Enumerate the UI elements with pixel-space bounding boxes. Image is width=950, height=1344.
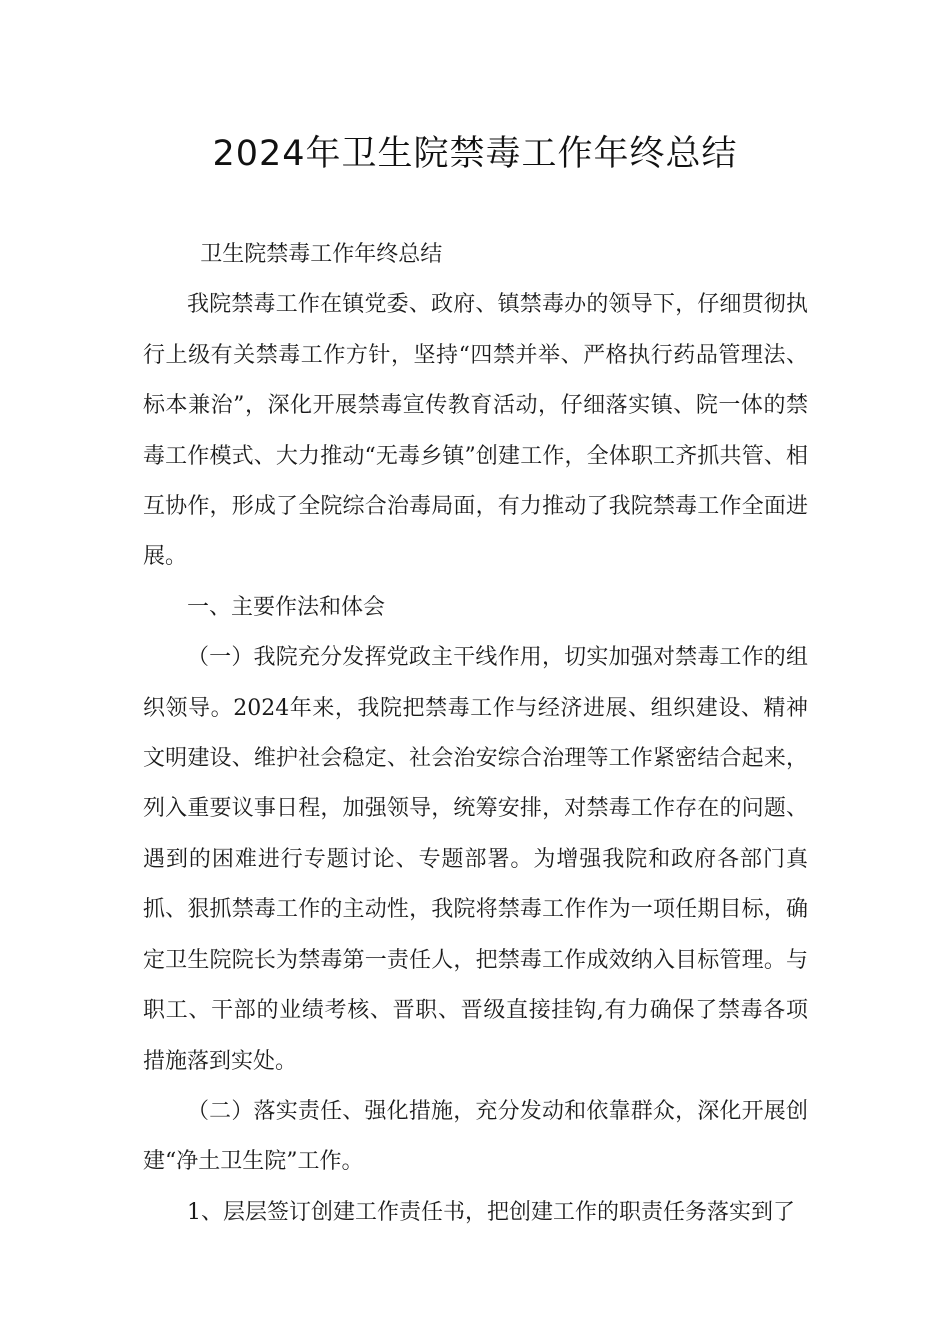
body-paragraph: （一）我院充分发挥党政主干线作用，切实加强对禁毒工作的组织领导。2024年来，我院把禁毒工作与经济进展、组织建设、精神文明建设、维护社会稳定、社会治安综合治理等工作紧密结合起来，列入重要议事日程，加强领导，统筹安排，对禁毒工作存在的问题、遇到的困难进行专题讨论、专题部署。为增强我院和政府各部门真抓、狠抓禁毒工作的主动性，我院将禁毒工作作为一项任期目标，确定卫生院院长为禁毒第一责任人，把禁毒工作成效纳入目标管理。与职工、干部的业绩考核、晋职、晋级直接挂钩,有力确保了禁毒各项措施落到实处。 xyxy=(143,645,808,1074)
intro-paragraph: 我院禁毒工作在镇党委、政府、镇禁毒办的领导下，仔细贯彻执行上级有关禁毒工作方针，坚持“四禁并举、严格执行药品管理法、标本兼治”，深化开展禁毒宣传教育活动，仔细落实镇、院一体的禁毒工作模式、大力推动“无毒乡镇”创建工作，全体职工齐抓共管、相互协作，形成了全院综合治毒局面，有力推动了我院禁毒工作全面进展。 xyxy=(143,292,808,570)
document-body xyxy=(143,230,808,1238)
body-paragraph: （二）落实责任、强化措施，充分发动和依靠群众，深化开展创建“净土卫生院”工作。 xyxy=(143,1098,808,1175)
document-title: 2024年卫生院禁毒工作年终总结 xyxy=(212,134,738,174)
subtitle-paragraph: 卫生院禁毒工作年终总结 xyxy=(200,242,443,267)
section-heading: 一、主要作法和体会 xyxy=(187,594,386,620)
body-paragraph: 1、层层签订创建工作责任书，把创建工作的职责任务落实到了 xyxy=(187,1199,795,1225)
